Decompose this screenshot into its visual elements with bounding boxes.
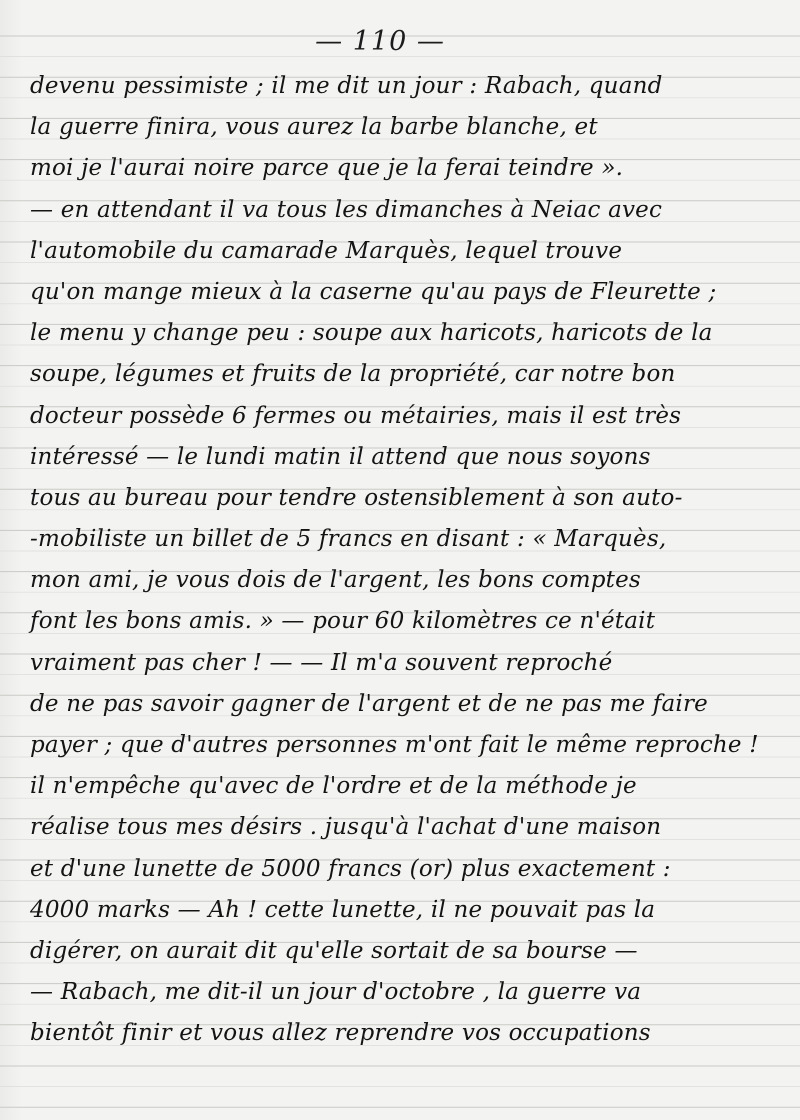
text-line-23: — Rabach, me dit-il un jour d'octobre , la guerre va [30, 979, 642, 1006]
text-line-17: payer ; que d'autres personnes m'ont fait le même reproche ! [30, 732, 759, 758]
text-line-9: docteur possède 6 fermes ou métairies, mais il est très [30, 402, 682, 429]
page-number: — 110 — [315, 26, 445, 57]
text-line-10: intéressé — le lundi matin il attend que nous soyons [30, 443, 651, 470]
text-line-24: bientôt finir et vous allez reprendre vos occupations [30, 1020, 651, 1047]
handwritten-text [30, 66, 775, 1055]
text-line-22: digérer, on aurait dit qu'elle sortait de sa bourse — [30, 937, 638, 964]
text-line-3: moi je l'aurai noire parce que je la ferai teindre ». [30, 155, 624, 182]
text-line-13: mon ami, je vous dois de l'argent, les bons comptes [30, 567, 641, 594]
text-line-15: vraiment pas cher ! — — Il m'a souvent reproché [30, 649, 613, 676]
text-line-4: — en attendant il va tous les dimanches à Neiac avec [30, 196, 663, 223]
text-line-5: l'automobile du camarade Marquès, lequel trouve [30, 237, 623, 264]
text-line-2: la guerre finira, vous aurez la barbe blanche, et [30, 114, 598, 141]
text-line-11: tous au bureau pour tendre ostensiblement à son auto- [30, 484, 683, 511]
text-line-14: font les bons amis. » — pour 60 kilomètres ce n'était [30, 608, 656, 635]
text-line-16: de ne pas savoir gagner de l'argent et de ne pas me faire [30, 690, 708, 717]
text-line-18: il n'empêche qu'avec de l'ordre et de la méthode je [30, 773, 637, 800]
text-line-19: réalise tous mes désirs . jusqu'à l'achat d'une maison [30, 814, 662, 841]
text-line-6: qu'on mange mieux à la caserne qu'au pays de Fleurette ; [30, 278, 717, 305]
text-line-12: -mobiliste un billet de 5 francs en disant : « Marquès, [30, 526, 667, 553]
text-line-20: et d'une lunette de 5000 francs (or) plus exactement : [30, 855, 671, 882]
text-line-1: devenu pessimiste ; il me dit un jour : Rabach, quand [30, 73, 663, 99]
text-line-8: soupe, légumes et fruits de la propriété, car notre bon [30, 361, 676, 388]
text-line-7: le menu y change peu : soupe aux haricots, haricots de la [30, 320, 713, 347]
text-line-21: 4000 marks — Ah ! cette lunette, il ne pouvait pas la [30, 896, 656, 923]
